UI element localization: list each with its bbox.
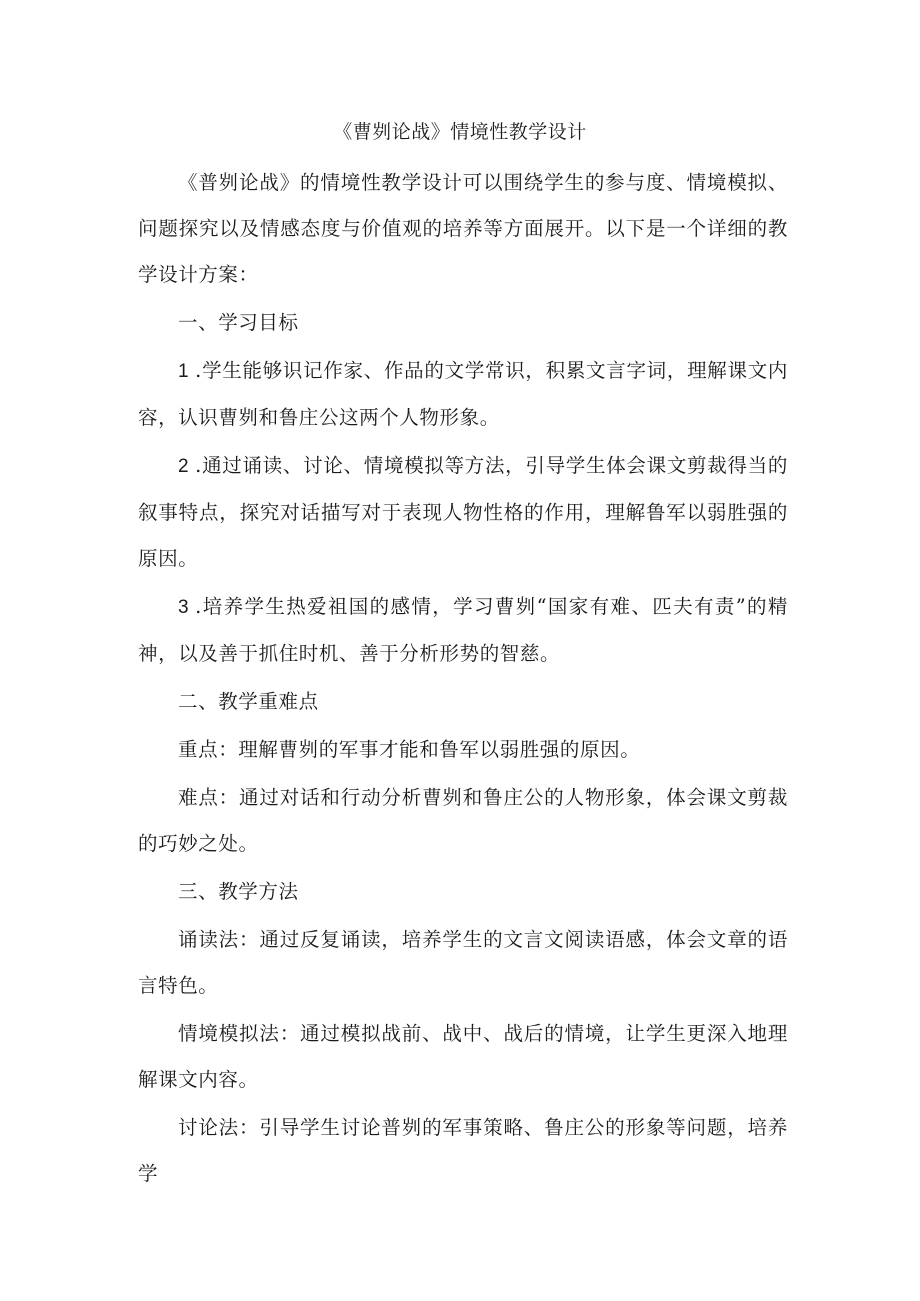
goal-number: 3	[178, 597, 190, 618]
method-recitation: 诵读法：通过反复诵读，培养学生的文言文阅读语感，体会文章的语言特色。	[138, 928, 788, 997]
section-heading-teaching-methods: 三、教学方法	[178, 880, 299, 903]
goal-number: 1	[178, 361, 190, 382]
goal-item-3: 3 .培养学生热爱祖国的感情，学习曹刿“国家有难、匹夫有责”的精神，以及善于抓住时机、善于分析形势的智慈。	[138, 595, 788, 665]
method-discussion: 讨论法：引导学生讨论普刿的军事策略、鲁庄公的形象等问题，培养学	[138, 1116, 788, 1185]
method-situation-simulation: 情境模拟法：通过模拟战前、战中、战后的情境，让学生更深入地理解课文内容。	[138, 1022, 788, 1091]
document-title: 《曹刿论战》情境性教学设计	[333, 121, 587, 143]
key-point-paragraph: 重点：理解曹刿的军事才能和鲁军以弱胜强的原因。	[178, 738, 641, 761]
document-body	[138, 160, 788, 1197]
section-heading-learning-goals: 一、学习目标	[178, 311, 299, 334]
goal-item-2: 2 .通过诵读、讨论、情境模拟等方法，引导学生体会课文剪裁得当的叙事特点，探究对话描写对于表现人物性格的作用，理解鲁军以弱胜强的原因。	[138, 454, 788, 570]
goal-number: 2	[178, 456, 190, 477]
section-heading-key-difficult-points: 二、教学重难点	[178, 690, 319, 713]
goal-item-1: 1 .学生能够识记作家、作品的文学常识，积累文言字词，理解课文内容，认识曹刿和鲁庄公这两个人物形象。	[138, 359, 788, 429]
difficult-point-paragraph: 难点：通过对话和行动分析曹刿和鲁庄公的人物形象，体会课文剪裁的巧妙之处。	[138, 786, 788, 855]
intro-paragraph: 《普刿论战》的情境性教学设计可以围绕学生的参与度、情境模拟、问题探究以及情感态度与价值观的培养等方面展开。以下是一个详细的教学设计方案：	[138, 171, 788, 286]
